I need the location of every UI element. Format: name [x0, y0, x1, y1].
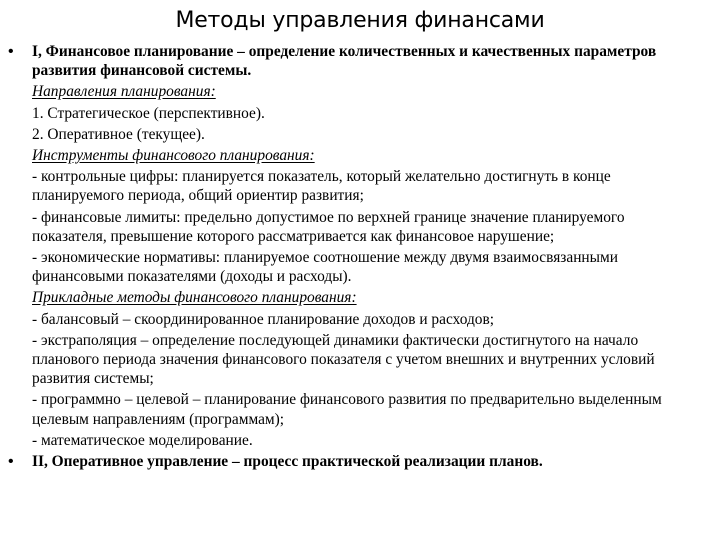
bullet-icon: • [8, 43, 14, 60]
instrument-economic-norms: - экономические нормативы: планируемое соотношение между двумя взаимосвязанными финансовыми показателями (доходы и расходы). [32, 249, 618, 286]
planning-definition: I, Финансовое планирование – определение количественных и качественных параметров развития финансовой системы. [32, 43, 657, 80]
direction-operational: 2. Оперативное (текущее). [32, 125, 205, 143]
method-balance: - балансовый – скоординированное планирование доходов и расходов; [32, 310, 495, 328]
instruments-heading: Инструменты финансового планирования: [32, 147, 315, 165]
methods-heading: Прикладные методы финансового планирования: [32, 289, 357, 307]
bullet-item-operational [8, 452, 692, 471]
bullet-item-planning [8, 42, 692, 80]
operational-management: II, Оперативное управление – процесс практической реализации планов. [32, 453, 543, 471]
method-extrapolation: - экстраполяция – определение последующей динамики фактически достигнутого на начало планового периода значения финансового показателя с учетом внешних и внутренних условий развития системы; [32, 331, 655, 388]
slide-title: Методы управления финансами [175, 8, 545, 33]
method-math-modeling: - математическое моделирование. [32, 431, 253, 449]
method-program-target: - программно – целевой – планирование финансового развития по предварительно выделенным целевым направлениям (программам); [32, 391, 662, 428]
direction-strategic: 1. Стратегическое (перспективное). [32, 104, 265, 122]
instrument-financial-limits: - финансовые лимиты: предельно допустимое по верхней границе значение планируемого показателя, превышение которого рассматривается как финансовое нарушение; [32, 208, 625, 245]
directions-heading: Направления планирования: [32, 83, 216, 101]
instrument-control-figures: - контрольные цифры: планируется показатель, который желательно достигнуть в конце планируемого периода, общий ориентир развития; [32, 168, 611, 205]
slide-body [8, 42, 692, 471]
bullet-icon: • [8, 453, 14, 471]
